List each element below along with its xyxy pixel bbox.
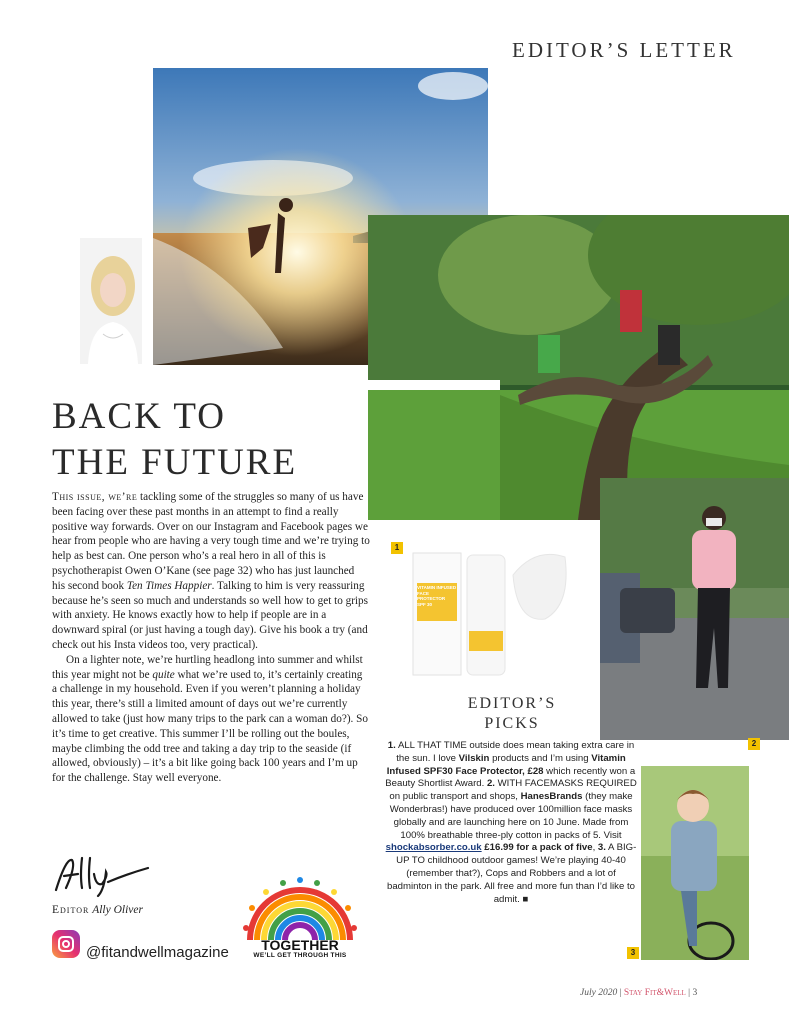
product-label-line4: SPF 30	[417, 601, 433, 607]
pick-text-3: which recently won a Beauty Shortlist Award.	[385, 765, 636, 790]
editor-portrait	[80, 238, 142, 364]
page-number: 3	[692, 988, 698, 998]
footer-separator-2: |	[688, 988, 691, 998]
pick-badge-2: 2	[748, 738, 760, 750]
editor-label: Editor	[52, 904, 90, 916]
pick-text-7: A BIG-UP TO childhood outdoor games! We’re playing 40-40 (remember that?), Cops and Robbers and a lot of badminton in the park. All free and more fun than I’d like to admit. ■	[387, 842, 637, 905]
paragraph-1-b: . Talking to him is very reassuring because he’s seen so much and understands so well how to get to grips with anxiety. He knows exactly how to help if people are in a downward spiral (or just having a tough day). Give his book a try (and check out his Insta videos too, very practical).	[52, 579, 368, 651]
instagram-handle[interactable]: @fitandwellmagazine	[86, 944, 229, 961]
footer-date: July 2020	[580, 988, 618, 998]
pick-text-4: WITH FACEMASKS REQUIRED on public transport and shops,	[389, 778, 637, 803]
pick-badge-3: 3	[627, 947, 639, 959]
together-subtitle: WE’LL GET THROUGH THIS	[253, 952, 347, 959]
product-label	[417, 585, 457, 607]
boy-racket-photo	[641, 766, 749, 960]
product-label-line2: FACE	[417, 590, 430, 596]
pick-brand-1: Vilskin	[458, 752, 490, 764]
paragraph-2-b: what we’re used to, it’s certainly creating a challenge in my household. Even if you weren’t planning a holiday this year, there’s still a limited amount of days out we’re currently allowed to take (just how many trips to the park can a woman do?). So it’s time to get creative. This summer I’ll be rolling out the boules, maybe climbing the odd tree and taking a day trip to the seaside (if allowed, obviously) – it’s a bit like going back 100 years and I’m up for the challenge. Stay well everyone.	[52, 668, 368, 785]
paragraph-1-a: tackling some of the struggles so many of us have been facing over these past months in an attempt to find a really positive way forwards. Over on our Instagram and Facebook pages we hear from people who are having a very tough time and we’re trying to help as best can. One person who’s a real hero in all of this is psychotherapist Owen O’Kane (see page 32) who has just launched his second book	[52, 491, 370, 592]
footer-separator-1: |	[619, 988, 622, 998]
headline-line1: BACK TO	[52, 396, 227, 437]
editor-credit	[52, 904, 143, 916]
tree-climbing-photo	[368, 215, 789, 520]
pick-text-1: ALL THAT TIME outside does mean taking extra care in the sun. I love	[395, 740, 635, 764]
page-footer	[580, 988, 697, 998]
picks-text	[383, 740, 639, 906]
sunscreen-product-photo	[395, 545, 575, 680]
picks-title	[422, 694, 602, 734]
together-title: TOGETHER	[261, 937, 339, 953]
pick-number-2: 2.	[486, 778, 495, 790]
pick-text-6: ,	[592, 842, 598, 854]
headline-line2: THE FUTURE	[52, 442, 298, 483]
pick-brand-2: HanesBrands	[520, 791, 583, 803]
footer-mag-stay: Stay	[623, 988, 643, 998]
paragraph-lead: This issue, we’re	[52, 491, 138, 503]
book-title: Ten Times Happier	[126, 579, 212, 592]
paragraph-2-a: On a lighter note, we’re hurtling headlong into summer and whilst this year might not be	[52, 653, 363, 681]
pick-text-5: (they make Wonderbras!) have produced over 100million face masks globally and are launching here on 10 June. Made from 100% breathable three-ply cotton in packs of 5. Visit	[389, 791, 633, 841]
pick-text-2: products and I’m using	[489, 752, 592, 764]
paragraph-2-emphasis: quite	[152, 668, 175, 681]
woman-walking-photo	[600, 478, 789, 740]
instagram-icon[interactable]	[52, 930, 80, 958]
article-body	[52, 490, 370, 786]
pick-link[interactable]: shockabsorber.co.uk	[385, 842, 482, 854]
paragraph-1	[52, 490, 370, 653]
picks-title-line2: PICKS	[484, 715, 540, 732]
pick-badge-1: 1	[391, 542, 403, 554]
footer-mag-name: Fit&Well	[644, 988, 686, 998]
picks-title-line1: EDITOR’S	[467, 695, 557, 712]
paragraph-2	[52, 653, 370, 786]
pick-product-1: Vitamin Infused SPF30 Face Protector, £28	[386, 752, 626, 777]
pick-price-2: £16.99 for a pack of five	[481, 842, 593, 854]
pick-number-1: 1.	[387, 740, 396, 751]
product-label-line3: PROTECTOR	[417, 596, 446, 601]
product-label-brand: VITAMIN INFUSED	[417, 585, 457, 590]
editor-name: Ally Oliver	[92, 904, 143, 916]
pick-number-3: 3.	[597, 842, 606, 854]
headline	[52, 394, 382, 486]
editor-signature	[52, 852, 152, 898]
section-label: EDITOR’S LETTER	[512, 38, 736, 62]
